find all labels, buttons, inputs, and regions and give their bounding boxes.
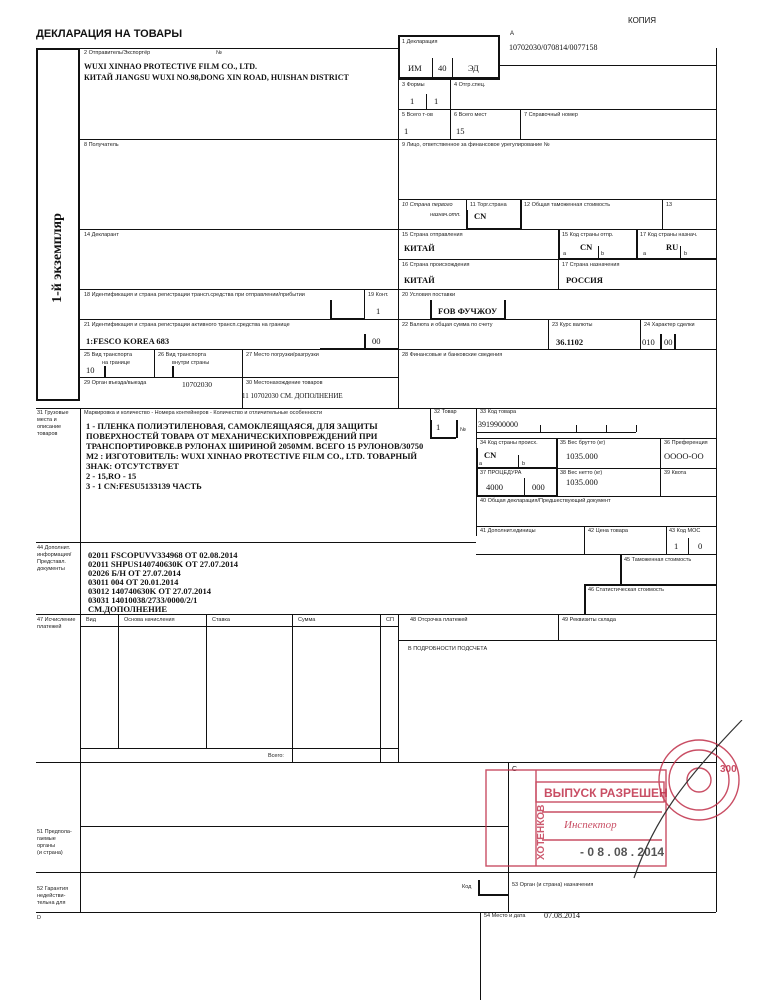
f47-label2: платежей <box>37 624 62 630</box>
f34-box-r <box>556 438 558 468</box>
f36-label: 36 Преференция <box>664 440 708 446</box>
f43-label: 43 Код МОС <box>669 528 701 534</box>
top-rule-right <box>500 65 716 66</box>
f20-right <box>504 300 506 319</box>
f31-line-3: М2 : ИЗГОТОВИТЕЛЬ: WUXI XINHAO PROTECTIVE FILM CO., LTD. ТОВАРНЫЙ <box>86 451 418 461</box>
f33-tick3 <box>606 425 607 432</box>
f30-value: 11 10702030 СМ. ДОПОЛНЕНИЕ <box>242 392 343 400</box>
f24-label: 24 Характер сделки <box>644 322 695 328</box>
f32-box-r <box>456 420 458 438</box>
f3-f4-div <box>450 79 451 109</box>
f44-line-6: СМ.ДОПОЛНЕНИЕ <box>88 604 168 614</box>
f6-value: 15 <box>456 126 465 136</box>
customs-stamp <box>484 720 744 880</box>
f46-left <box>584 584 586 614</box>
f30-label: 30 Местонахождение товаров <box>246 380 323 386</box>
f9-label: 9 Лицо, ответственное за финансовое урегулирование № <box>402 142 550 148</box>
f16-label: 16 Страна происхождения <box>402 262 470 268</box>
r34-top <box>476 438 716 439</box>
fC-label: C <box>512 766 518 773</box>
r3-top <box>398 79 500 80</box>
f17a-value: RU <box>666 242 679 252</box>
r21-top <box>80 319 716 320</box>
f44-line-2: 02026 Б/Н ОТ 27.07.2014 <box>88 568 181 578</box>
f15-value: КИТАЙ <box>404 243 435 253</box>
f32-label: 32 Товар <box>434 409 457 415</box>
f31-label3: описание <box>37 424 62 430</box>
f47-col-2: Ставка <box>212 617 230 623</box>
f47-total-line <box>80 748 398 749</box>
f42-f43-div <box>666 526 667 554</box>
stamp-inspector: Инспектор <box>564 819 617 831</box>
f26-f27-div <box>242 349 243 377</box>
f13-label: 13 <box>666 202 673 208</box>
f32-suffix: № <box>460 427 466 433</box>
f47-col-3: Сумма <box>298 617 316 623</box>
f10-left-thick <box>466 210 468 229</box>
f44-label4: документы <box>37 566 65 572</box>
stamp-side-text: ХОТЕНКОВ <box>536 804 547 860</box>
r29-top <box>80 377 398 378</box>
f36-value: OOOO-OO <box>664 451 704 461</box>
f43-inner <box>688 538 689 554</box>
f18-label: 18 Идентификация и страна регистрации трансп.средства при отправлении/прибытии <box>84 292 305 298</box>
f20-value: FOB ФУЧЖОУ <box>438 306 498 316</box>
f37-inner <box>524 478 525 496</box>
f31-label4: товаров <box>37 431 58 437</box>
f32-box-b <box>430 437 456 439</box>
f34-label: 34 Код страны происх. <box>480 440 538 446</box>
f1-v1: ИМ <box>408 63 422 73</box>
f24-inner <box>660 334 662 349</box>
f51-mid <box>80 826 508 827</box>
top-rule <box>80 48 400 49</box>
f52-label3: тельна для <box>37 900 66 906</box>
f2-num-label: № <box>216 50 222 56</box>
f43-v2: 0 <box>698 541 703 551</box>
f1-label: 1 Декларация <box>402 39 438 45</box>
f10-label1: 10 Страна первого <box>402 202 453 208</box>
f21-label: 21 Идентификация и страна регистрации активного трансп.средства на границе <box>84 322 290 328</box>
f35-label: 35 Вес брутто (кг) <box>560 440 606 446</box>
f33-value: 3919900000 <box>478 420 518 429</box>
f17a-a: a <box>643 251 647 257</box>
f27-label: 27 Место погрузки/разгрузки <box>246 352 319 358</box>
f7-label: 7 Справочный номер <box>524 112 578 118</box>
f38-value: 1035.000 <box>566 477 598 487</box>
f42-label: 42 Цена товара <box>588 528 628 534</box>
f33-tick4 <box>636 425 637 432</box>
corner-a: A <box>510 31 515 37</box>
f52-label2: недействи- <box>37 893 66 899</box>
f15a-left <box>558 229 560 259</box>
f2-line2: КИТАЙ JIANGSU WUXI NO.98,DONG XIN ROAD, HUISHAN DISTRICT <box>84 73 349 82</box>
f19-label: 19 Конт. <box>368 292 389 298</box>
f21-code-left <box>364 334 366 349</box>
f47-col-4: СП <box>386 617 394 623</box>
f16-f17-div <box>558 259 559 289</box>
f51-label3: органы <box>37 843 56 849</box>
f6-f7-div <box>520 109 521 139</box>
f23-f24-div <box>640 319 641 349</box>
f23-value: 36.1102 <box>556 337 584 347</box>
f1-v3: ЭД <box>468 63 479 73</box>
r40-top <box>476 496 716 497</box>
stamp-date: - 0 8 . 08 . 2014 <box>580 845 665 859</box>
f24-v1: 010 <box>642 337 655 347</box>
f15a-label: 15 Код страны отпр. <box>562 232 614 238</box>
f17-value: РОССИЯ <box>566 275 603 285</box>
f31-header: Маркировка и количество - Номера контейнеров - Количество и отличительные особенности <box>84 410 323 416</box>
f19-value: 1 <box>376 306 381 316</box>
f18-inner-thick <box>330 300 332 319</box>
f18-f19-div <box>364 289 365 319</box>
f31-line-0: 1 - ПЛЕНКА ПОЛИЭТИЛЕНОВАЯ, САМОКЛЕЯЩАЯСЯ, ДЛЯ ЗАЩИТЫ <box>86 421 378 431</box>
f48-f49-div <box>558 614 559 640</box>
f24-inner2 <box>674 334 676 349</box>
f5-label: 5 Всего т-ов <box>402 112 433 118</box>
f53-label: 53 Орган (и страна) назначения <box>512 882 594 888</box>
f47-c1 <box>118 614 119 748</box>
f15a-a: a <box>563 251 567 257</box>
f8-label: 8 Получатель <box>84 142 119 148</box>
f17a-left <box>636 229 638 259</box>
f5-f6-div <box>450 109 451 139</box>
f46-label: 46 Статистическая стоимость <box>588 587 665 593</box>
r18-top <box>80 289 716 290</box>
f37-v1: 4000 <box>486 482 503 492</box>
side-copy-label: 1-й экземпляр <box>50 213 65 303</box>
f44-label3: Представл. <box>37 559 66 565</box>
f17a-label: 17 Код страны назнач. <box>640 232 698 238</box>
f44-line-3: 03011 004 ОТ 20.01.2014 <box>88 577 179 587</box>
f5-value: 1 <box>404 126 409 136</box>
f21-value: 1:FESCO KOREA 683 <box>86 336 170 346</box>
r5-top <box>398 109 716 110</box>
f52-label1: 52 Гарантия <box>37 886 69 892</box>
f47-c4 <box>380 614 381 762</box>
f37-box-r <box>556 468 558 496</box>
f12-f13-div <box>662 199 663 229</box>
f11-label: 11 Торг.страна <box>470 202 507 208</box>
f15-label: 15 Страна отправления <box>402 232 463 238</box>
f52-code-box-l <box>478 880 480 894</box>
f2-line1: WUXI XINHAO PROTECTIVE FILM CO., LTD. <box>84 62 258 71</box>
f25-label1: 25 Вид транспорта <box>84 352 133 358</box>
f3-v1: 1 <box>410 96 415 106</box>
f37-label: 37 ПРОЦЕДУРА <box>480 470 522 476</box>
f47-head-line <box>80 626 398 627</box>
f45-left <box>620 554 622 584</box>
r31-top <box>36 408 716 409</box>
f41-f42-div <box>584 526 585 554</box>
f14-label: 14 Декларант <box>84 232 119 238</box>
rB-top <box>398 640 716 641</box>
f47-c2 <box>206 614 207 748</box>
f34-a: a <box>479 461 483 467</box>
f41-label: 41 Дополнит.единицы <box>480 528 536 534</box>
f20-label: 20 Условия поставки <box>402 292 456 298</box>
f33-tick2 <box>576 425 577 432</box>
stamp-release: ВЫПУСК РАЗРЕШЕН <box>544 786 668 800</box>
f1-div1 <box>432 58 433 79</box>
f34-b: b <box>522 461 526 467</box>
f24-v2: 00 <box>664 337 673 347</box>
f12-label: 12 Общая таможенная стоимость <box>524 202 611 208</box>
f44-label2: информация/ <box>37 552 72 558</box>
f45-bottom <box>584 584 716 586</box>
f25-label2: на границе <box>102 360 131 366</box>
r37-top <box>476 468 716 469</box>
f31-label2: места и <box>37 417 57 423</box>
f44-line-1: 02011 SHPUS140740630K ОТ 27.07.2014 <box>88 559 238 569</box>
f31-line-1: ПОВЕРХНОСТЕЙ ТОВАРА ОТ МЕХАНИЧЕСКИХПОВРЕЖДЕНИЙ ПРИ <box>86 431 378 441</box>
r8-top <box>80 139 716 140</box>
f25-f26-div <box>154 349 155 377</box>
f39-label: 39 Квота <box>664 470 687 476</box>
f26-label1: 26 Вид транспорта <box>158 352 207 358</box>
f10-label2: назнач.отп. <box>430 212 461 218</box>
f22-label: 22 Валюта и общая сумма по счету <box>402 322 493 328</box>
f37-box-l <box>476 468 478 496</box>
f29-label: 29 Орган въезда/выезда <box>84 380 147 386</box>
f25-value: 10 <box>86 365 95 375</box>
f51-label1: 51 Предпола- <box>37 829 72 835</box>
f31-line-5: 2 - 15,RO - 15 <box>86 471 137 481</box>
f20-left <box>430 300 432 319</box>
f45-label: 45 Таможенная стоимость <box>624 557 692 563</box>
f47-c3 <box>292 614 293 748</box>
f11-f12-div <box>520 199 522 229</box>
f34-box-l <box>476 448 478 468</box>
f2-label: 2 Отправитель/Экспортёр <box>84 50 151 56</box>
f47-col-0: Вид <box>86 617 96 623</box>
f6-label: 6 Всего мест <box>454 112 487 118</box>
f23-label: 23 Курс валюты <box>552 322 593 328</box>
f41-underline <box>476 554 716 555</box>
r14-top <box>80 229 716 230</box>
f33-tick1 <box>540 425 541 432</box>
f3-label: 3 Формы <box>402 82 425 88</box>
f1-div2 <box>452 58 453 79</box>
f47-total-label: Всего: <box>268 753 284 759</box>
f1-v2: 40 <box>438 63 447 73</box>
f54-left <box>480 912 481 1000</box>
f47-label1: 47 Исчисление <box>37 617 76 623</box>
f31-line-4: ЗНАК: ОТСУТСТВУЕТ <box>86 461 179 471</box>
f33-sub <box>476 432 636 433</box>
f32-value: 1 <box>436 422 441 432</box>
f31-line-6: 3 - 1 CN:FESU5133139 ЧАСТЬ <box>86 481 202 491</box>
form-title: ДЕКЛАРАЦИЯ НА ТОВАРЫ <box>36 28 183 40</box>
r41-top <box>476 526 716 527</box>
f32-box-l <box>430 420 432 438</box>
f51-label4: (и страна) <box>37 850 63 856</box>
r25-top <box>80 349 716 350</box>
f37-v2: 000 <box>532 482 545 492</box>
f3-v2: 1 <box>434 96 439 106</box>
goods-left-col <box>80 408 81 912</box>
f49-label: 49 Реквизиты склада <box>562 617 616 623</box>
f3-inner-div <box>426 94 427 109</box>
f16-value: КИТАЙ <box>404 275 435 285</box>
f11-value: CN <box>474 211 487 221</box>
f48-label: 48 Отсрочка платежей <box>410 617 468 623</box>
f38-label: 38 Вес нетто (кг) <box>560 470 603 476</box>
f4-label: 4 Отгр.спец. <box>454 82 486 88</box>
f47-total-div <box>292 748 293 762</box>
copy-label: КОПИЯ <box>628 16 657 25</box>
stamp-seal-number: 300 <box>720 764 737 775</box>
rD-top <box>36 912 716 913</box>
f28-label: 28 Финансовые и банковские сведения <box>402 352 503 358</box>
f36-left <box>660 438 661 496</box>
f21-code: 00 <box>372 336 381 346</box>
declaration-number: 10702030/070814/0077158 <box>509 43 598 52</box>
r47-top <box>36 614 716 615</box>
f15a-b: b <box>601 251 605 257</box>
f26-label2: внутри страны <box>172 360 210 366</box>
f35-value: 1035.000 <box>566 451 598 461</box>
f44-line-5: 03031 14010038/2733/0000/2/1 <box>88 595 198 605</box>
f52-code-label: Код <box>462 884 472 890</box>
f17a-b: b <box>684 251 688 257</box>
f52-code-box-b <box>478 894 508 896</box>
f29-value: 10702030 <box>182 380 212 389</box>
f33-label: 33 Код товара <box>480 409 517 415</box>
f34-value: CN <box>484 450 497 460</box>
f43-v1: 1 <box>674 541 679 551</box>
f44-line-0: 02011 FSCOPUVV334968 ОТ 02.08.2014 <box>88 550 238 560</box>
r16-top <box>398 259 716 260</box>
f40-label: 40 Общая декларация/Предшествующий документ <box>480 498 611 504</box>
f47-c5 <box>398 614 399 762</box>
f22-f23-div <box>548 319 549 349</box>
f54-value: 07.08.2014 <box>544 911 580 920</box>
f44-line-4: 03012 140740630K ОТ 27.07.2014 <box>88 586 212 596</box>
f17-label: 17 Страна назначения <box>562 262 620 268</box>
f51-label2: гаемые <box>37 836 56 842</box>
mid-vertical <box>398 48 399 408</box>
r44-top <box>36 542 476 543</box>
f47-col-1: Основа начисления <box>124 617 175 623</box>
f44-label1: 44 Дополнит. <box>37 545 71 551</box>
r10-top <box>398 199 716 200</box>
fB-label: В ПОДРОБНОСТИ ПОДСЧЕТА <box>408 646 488 652</box>
fD-label: D <box>37 915 41 921</box>
f15a-value: CN <box>580 242 593 252</box>
f54-label: 54 Место и дата <box>484 913 526 919</box>
f31-line-2: ТРАНСПОРТИРОВКЕ.В РУЛОНАХ ШИРИНОЙ 2050ММ. ВСЕГО 15 РУЛОНОВ/30750 <box>86 441 424 451</box>
f31-label1: 31 Грузовые <box>37 410 69 416</box>
